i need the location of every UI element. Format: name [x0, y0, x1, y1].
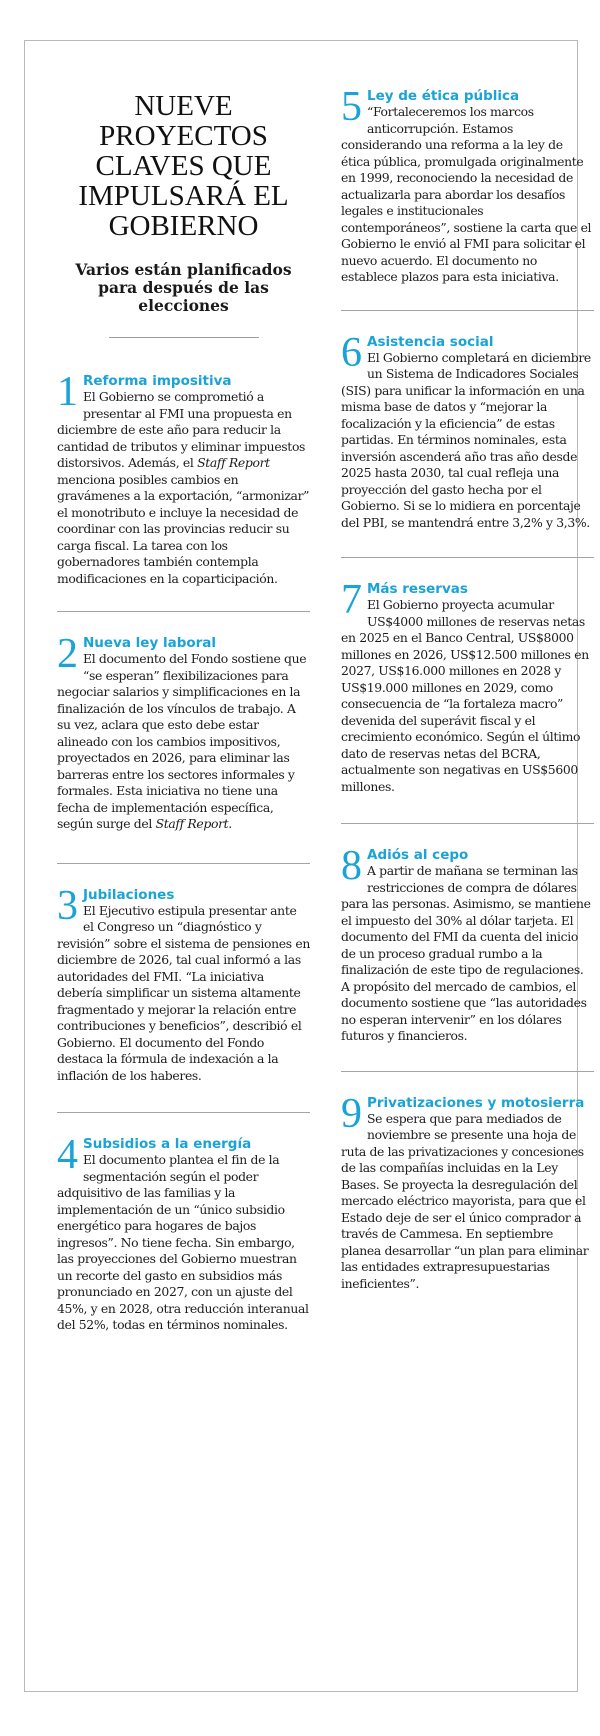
item-1 — [57, 369, 310, 587]
staff-report-italic: Staff Report — [155, 816, 229, 831]
item-title: Privatizaciones y motosierra — [367, 1094, 585, 1111]
item-number: 6 — [341, 329, 362, 376]
item-body: El Gobierno proyecta acumular US$4000 millones de reservas netas en 2025 en el Banco Central, US$8000 millones en 2026, US$12.500 millones en 2027, US$16.000 millones en 2028 y US$19.000 millones en 2029, como consecuencia de “la fortaleza macro” devenida del superávit fiscal y el crecimiento económico. Según el último dato de reservas netas del BCRA, actualmente son negativas en US$5600 millones. — [341, 597, 589, 794]
item-body: El documento del Fondo sostiene que “se esperan” flexibilizaciones para negociar salarios y simplificaciones en la finalización de los vínculos de trabajo. A su vez, aclara que esto debe estar alineado con los cambios impositivos, proyectados en 2026, para eliminar las barreras entre los sectores informales y formales. Esta iniciativa no tiene una fecha de implementación específica, según surge del Staff Report. — [57, 651, 307, 831]
item-number: 4 — [57, 1132, 78, 1178]
section-divider — [341, 310, 594, 311]
right-column — [341, 41, 594, 1292]
item-7 — [341, 577, 594, 795]
item-body: El Gobierno se comprometió a presentar al FMI una propuesta en diciembre de este año para reducir la cantidad de tributos y eliminar impuestos distorsivos. Además, el Staff Report menciona posibles cambios en gravámenes a la exportación, “armonizar” el monotributo e incluye la necesidad de coordinar con las provincias reducir su carga fiscal. La tarea con los gobernadores también contempla modificaciones en la coparticipación. — [57, 389, 310, 586]
headline-divider — [109, 337, 259, 338]
headline: NUEVE PROYECTOS CLAVES QUE IMPULSARÁ EL GOBIERNO — [78, 90, 289, 242]
staff-report-italic: Staff Report — [197, 455, 270, 470]
item-title: Reforma impositiva — [83, 373, 232, 389]
item-number: 7 — [341, 577, 362, 623]
item-title: Nueva ley laboral — [83, 635, 217, 651]
article-frame — [24, 40, 592, 1692]
section-divider — [57, 611, 310, 612]
subheadline: Varios están planificados para después de las elecciones — [75, 260, 292, 315]
item-title: Adiós al cepo — [367, 847, 469, 863]
item-title: Subsidios a la energía — [83, 1136, 252, 1152]
left-column — [57, 41, 310, 1334]
item-title: Más reservas — [367, 581, 468, 597]
item-body: Se espera que para mediados de noviembre se presente una hoja de ruta de las privatizaciones y concesiones de las compañías incluidas en la Ley Bases. Se proyecta la desregulación del mercado eléctrico mayorista, para que el Estado deje de ser el único comprador a través de Cammesa. En septiembre planea desarrollar “un plan para eliminar las entidades extrapresupuestarias ineficientes”. — [341, 1110, 589, 1291]
item-number: 2 — [57, 631, 78, 677]
item-title: Jubilaciones — [83, 886, 175, 903]
item-number: 8 — [341, 843, 362, 889]
item-8 — [341, 843, 594, 1045]
item-body: A partir de mañana se terminan las restricciones de compra de dólares para las personas. Asimismo, se mantiene el impuesto del 30% al dólar tarjeta. El documento del FMI da cuenta del inicio de un proceso gradual rumbo a la finalización de este tipo de regulaciones. A propósito del mercado de cambios, el documento sostiene que “las autoridades no esperan intervenir” en los dólares futuros y financieros. — [341, 863, 591, 1043]
item-number: 3 — [57, 882, 78, 929]
item-body: El Gobierno completará en diciembre un Sistema de Indicadores Sociales (SIS) para unificar la información en una misma base de datos y “mejorar la focalización y la eficiencia” de estas partidas. En términos nominales, esta inversión ascenderá año tras año desde 2025 hasta 2030, tal cual refleja una proyección del gasto hecha por el Gobierno. Si se lo midiera en porcentaje del PBI, se mantendrá entre 3,2% y 3,3%. — [341, 349, 591, 530]
item-5 — [341, 84, 594, 286]
section-divider — [57, 1112, 310, 1113]
item-6 — [341, 329, 594, 532]
item-4 — [57, 1132, 310, 1334]
section-divider — [341, 1071, 594, 1072]
item-number: 1 — [57, 369, 78, 415]
item-body: “Fortaleceremos los marcos anticorrupción. Estamos considerando una reforma a la ley de ética pública, promulgada originalmente en 1999, reconociendo la necesidad de actualizarla para abordar los desafíos legales e institucionales contemporáneos”, sostiene la carta que el Gobierno le envió al FMI para solicitar el nuevo acuerdo. El documento no establece plazos para esta iniciativa. — [341, 104, 592, 284]
item-body: El documento plantea el fin de la segmentación según el poder adquisitivo de las familias y la implementación de un “único subsidio energético para hogares de bajos ingresos”. No tiene fecha. Sin embargo, las proyecciones del Gobierno muestran un recorte del gasto en subsidios más pronunciado en 2027, con un ajuste del 45%, y en 2028, otra reducción interanual del 52%, todas en términos nominales. — [57, 1152, 309, 1332]
section-divider — [341, 557, 594, 558]
item-number: 9 — [341, 1090, 362, 1137]
section-divider — [341, 823, 594, 824]
item-2 — [57, 631, 310, 833]
item-3 — [57, 882, 310, 1085]
item-title: Asistencia social — [367, 333, 494, 350]
item-title: Ley de ética pública — [367, 88, 520, 104]
section-divider — [57, 863, 310, 864]
item-9 — [341, 1090, 594, 1293]
item-number: 5 — [341, 84, 362, 130]
item-body: El Ejecutivo estipula presentar ante el Congreso un “diagnóstico y revisión” sobre el sistema de pensiones en diciembre de 2026, tal cual informó a las autoridades del FMI. “La iniciativa debería simplificar un sistema altamente fragmentado y mejorar la relación entre contribuciones y beneficios”, describió el Gobierno. El documento del Fondo destaca la fórmula de indexación a la inflación de los haberes. — [57, 902, 310, 1083]
